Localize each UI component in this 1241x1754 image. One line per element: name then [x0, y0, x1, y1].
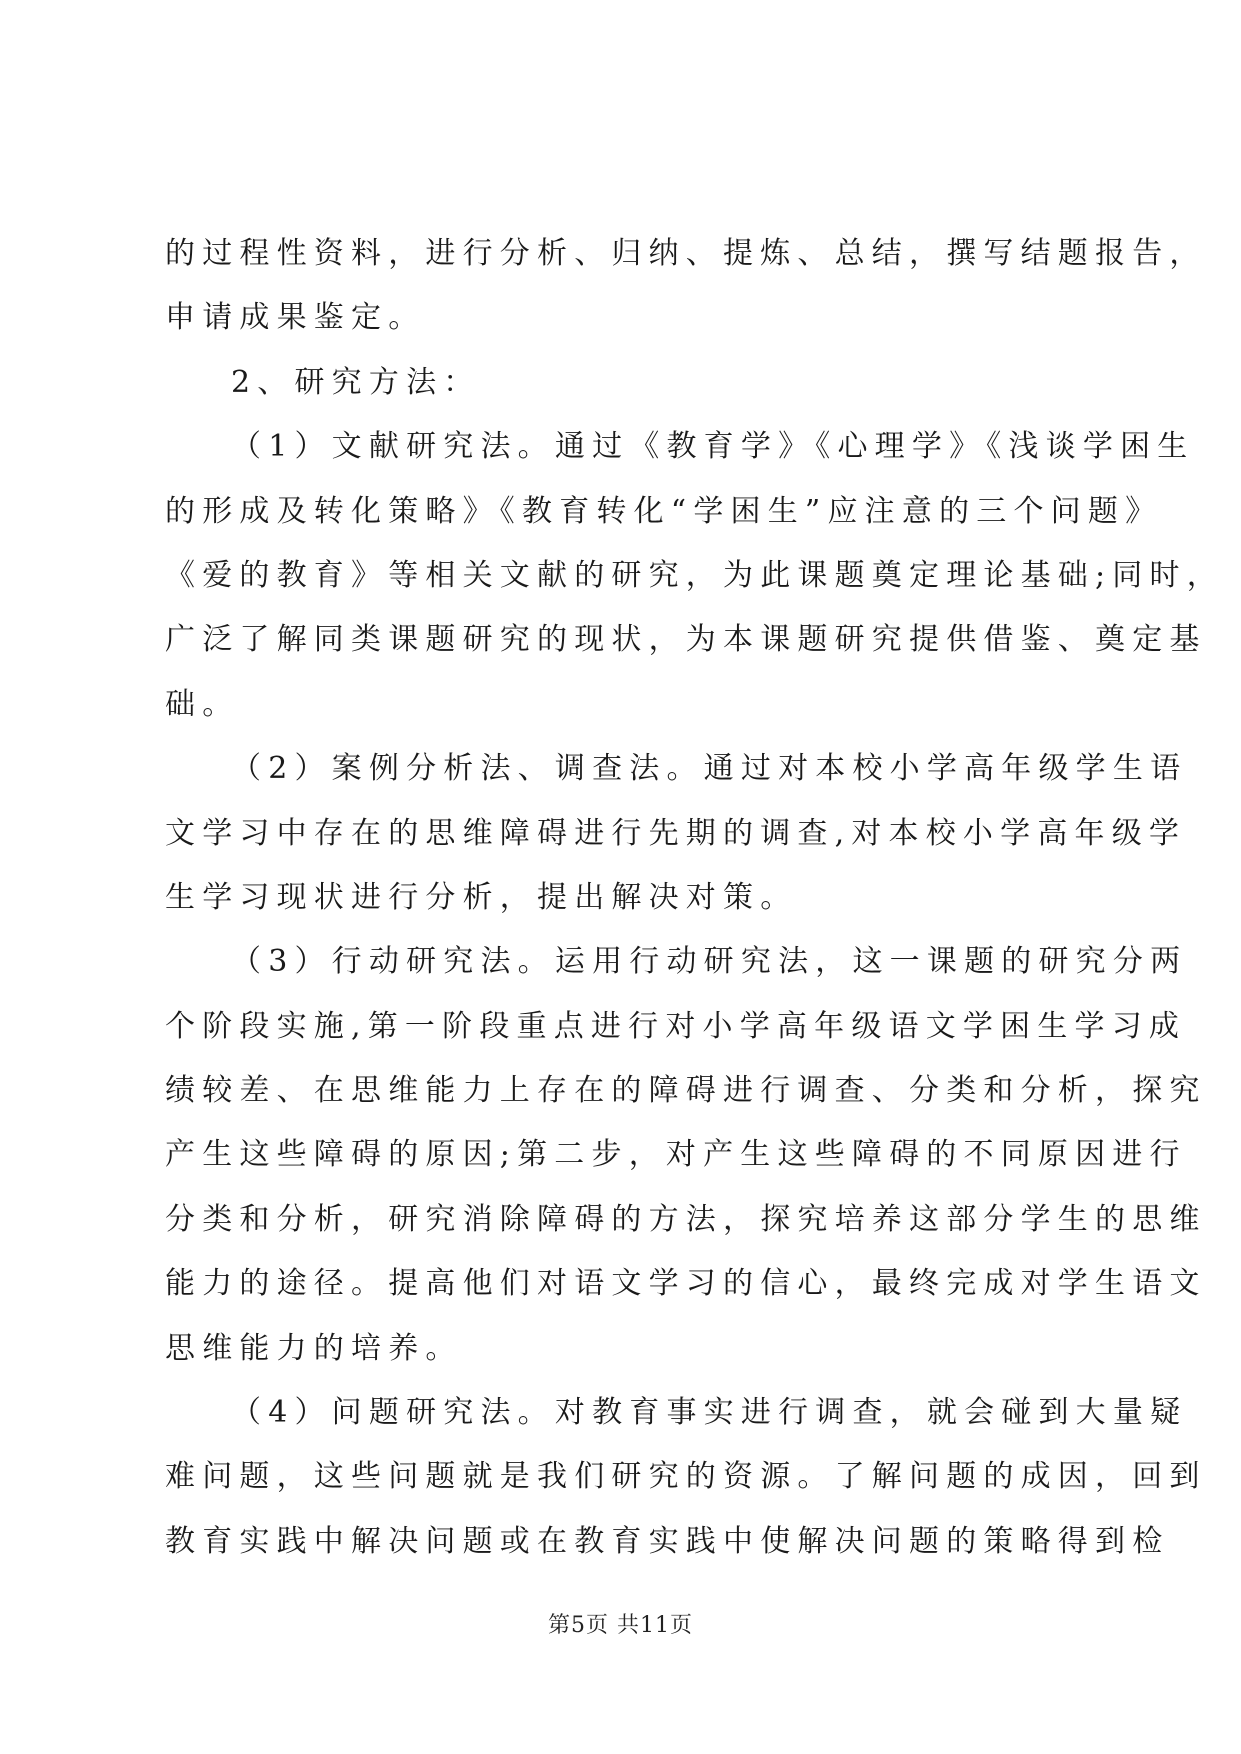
text-line: 绩较差、在思维能力上存在的障碍进行调查、分类和分析，探究	[165, 1073, 1207, 1109]
page-number-footer: 第5页 共11页	[548, 1613, 693, 1638]
document-body	[165, 222, 1224, 1574]
text-line: 能力的途径。提高他们对语文学习的信心，最终完成对学生语文	[165, 1266, 1207, 1302]
text-line: 难问题，这些问题就是我们研究的资源。了解问题的成因，回到	[165, 1459, 1207, 1495]
section-heading: 2、研究方法：	[231, 364, 481, 400]
text-line: 分类和分析，研究消除障碍的方法，探究培养这部分学生的思维	[165, 1201, 1207, 1237]
text-line: 础。	[165, 686, 240, 722]
text-line: 生学习现状进行分析，提出解决对策。	[165, 879, 798, 915]
text-line: 个阶段实施,第一阶段重点进行对小学高年级语文学困生学习成	[165, 1008, 1187, 1044]
text-line: 的过程性资料，进行分析、归纳、提炼、总结，撰写结题报告，	[165, 236, 1207, 271]
text-line: 教育实践中解决问题或在教育实践中使解决问题的策略得到检	[165, 1523, 1170, 1559]
text-line: （4）问题研究法。对教育事实进行调查，就会碰到大量疑	[231, 1395, 1188, 1431]
text-line: 的形成及转化策略》《教育转化“学困生”应注意的三个问题》	[165, 493, 1163, 529]
text-line: 思维能力的培养。	[165, 1330, 463, 1366]
text-line: （1）文献研究法。通过《教育学》《心理学》《浅谈学困生	[231, 429, 1195, 465]
text-line: 《爱的教育》等相关文献的研究，为此课题奠定理论基础;同时，	[165, 557, 1224, 593]
text-line: （2）案例分析法、调查法。通过对本校小学高年级学生语	[231, 751, 1188, 787]
text-line: 产生这些障碍的原因;第二步，对产生这些障碍的不同原因进行	[165, 1137, 1187, 1173]
text-line: 文学习中存在的思维障碍进行先期的调查,对本校小学高年级学	[165, 815, 1187, 851]
text-line: 申请成果鉴定。	[165, 300, 426, 336]
text-line: （3）行动研究法。运用行动研究法，这一课题的研究分两	[231, 944, 1188, 980]
text-line: 广泛了解同类课题研究的现状，为本课题研究提供借鉴、奠定基	[165, 622, 1207, 658]
